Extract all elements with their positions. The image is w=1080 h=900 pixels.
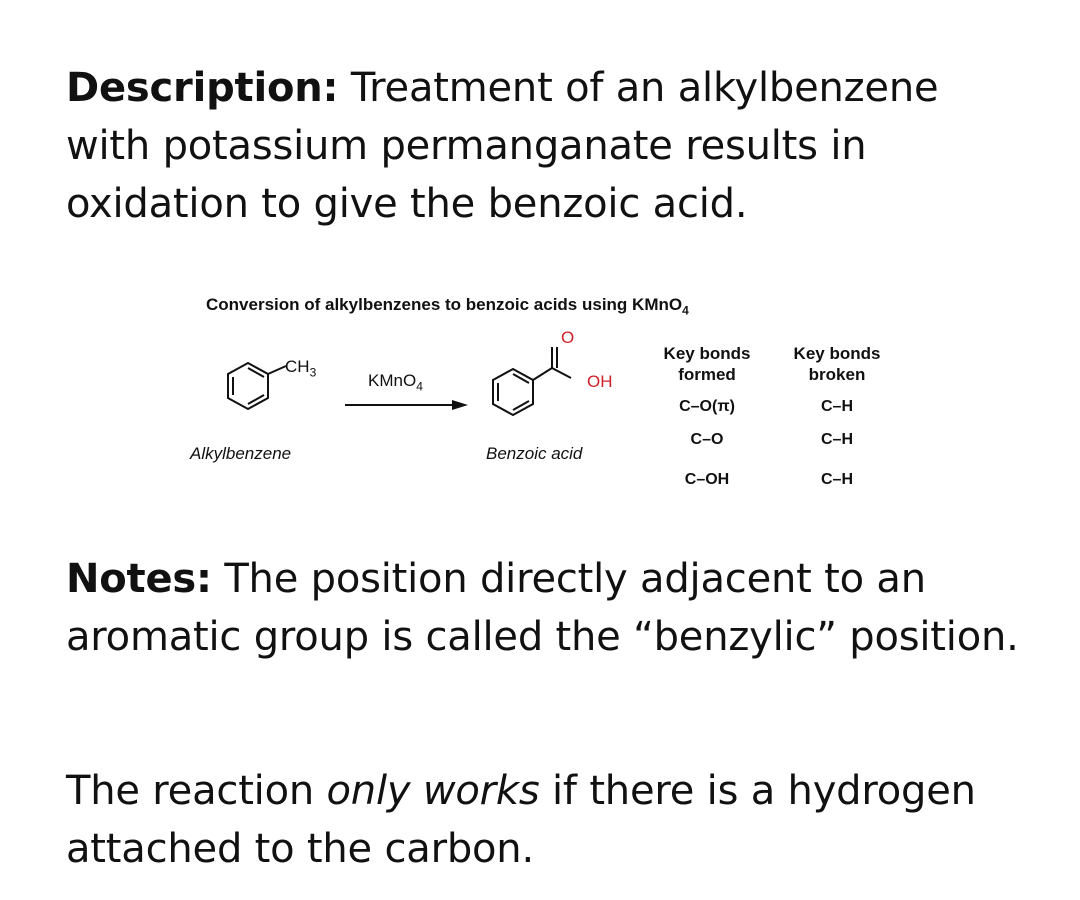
carbonyl-oxygen-label: O <box>561 328 575 347</box>
bond-broken-1: C–H <box>820 398 853 415</box>
notes-paragraph <box>66 550 1026 666</box>
description-label: Description: <box>66 65 339 111</box>
alkylbenzene-structure <box>228 363 286 409</box>
notes-text: The position directly adjacent to an aromatic group is called the “benzylic” position. <box>66 556 1019 660</box>
bond-formed-2: C–O <box>690 431 724 448</box>
table-header-broken: Key bonds broken <box>793 344 881 384</box>
hydroxyl-label: OH <box>587 372 613 391</box>
reaction-note-emphasis: only works <box>326 768 540 814</box>
bond-broken-3: C–H <box>820 471 853 488</box>
benzoic-acid-structure <box>493 347 571 415</box>
bond-broken-2: C–H <box>820 431 853 448</box>
description-paragraph <box>66 59 1026 233</box>
bond-formed-3: C–OH <box>684 471 730 488</box>
bond-formed-1: C–O(π) <box>679 398 735 415</box>
reaction-note-after: if there is a hydrogen attached to the carbon. <box>66 768 976 872</box>
reaction-figure <box>180 290 900 510</box>
reaction-arrow <box>345 400 468 410</box>
product-name: Benzoic acid <box>486 444 583 463</box>
reaction-condition-paragraph <box>66 762 1026 878</box>
reactant-name: Alkylbenzene <box>190 444 292 463</box>
figure-title: Conversion of alkylbenzenes to benzoic acids using KMnO$_4$ <box>206 295 689 318</box>
notes-label: Notes: <box>66 556 212 602</box>
methyl-label: $CH_3$ <box>285 357 317 380</box>
description-text: Treatment of an alkylbenzene with potassium permanganate results in oxidation to give the benzoic acid. <box>66 65 939 227</box>
table-header-formed: Key bonds formed <box>663 344 751 384</box>
reagent-label: KMnO$_4$ <box>368 371 423 394</box>
reaction-note-before: The reaction <box>66 768 327 814</box>
